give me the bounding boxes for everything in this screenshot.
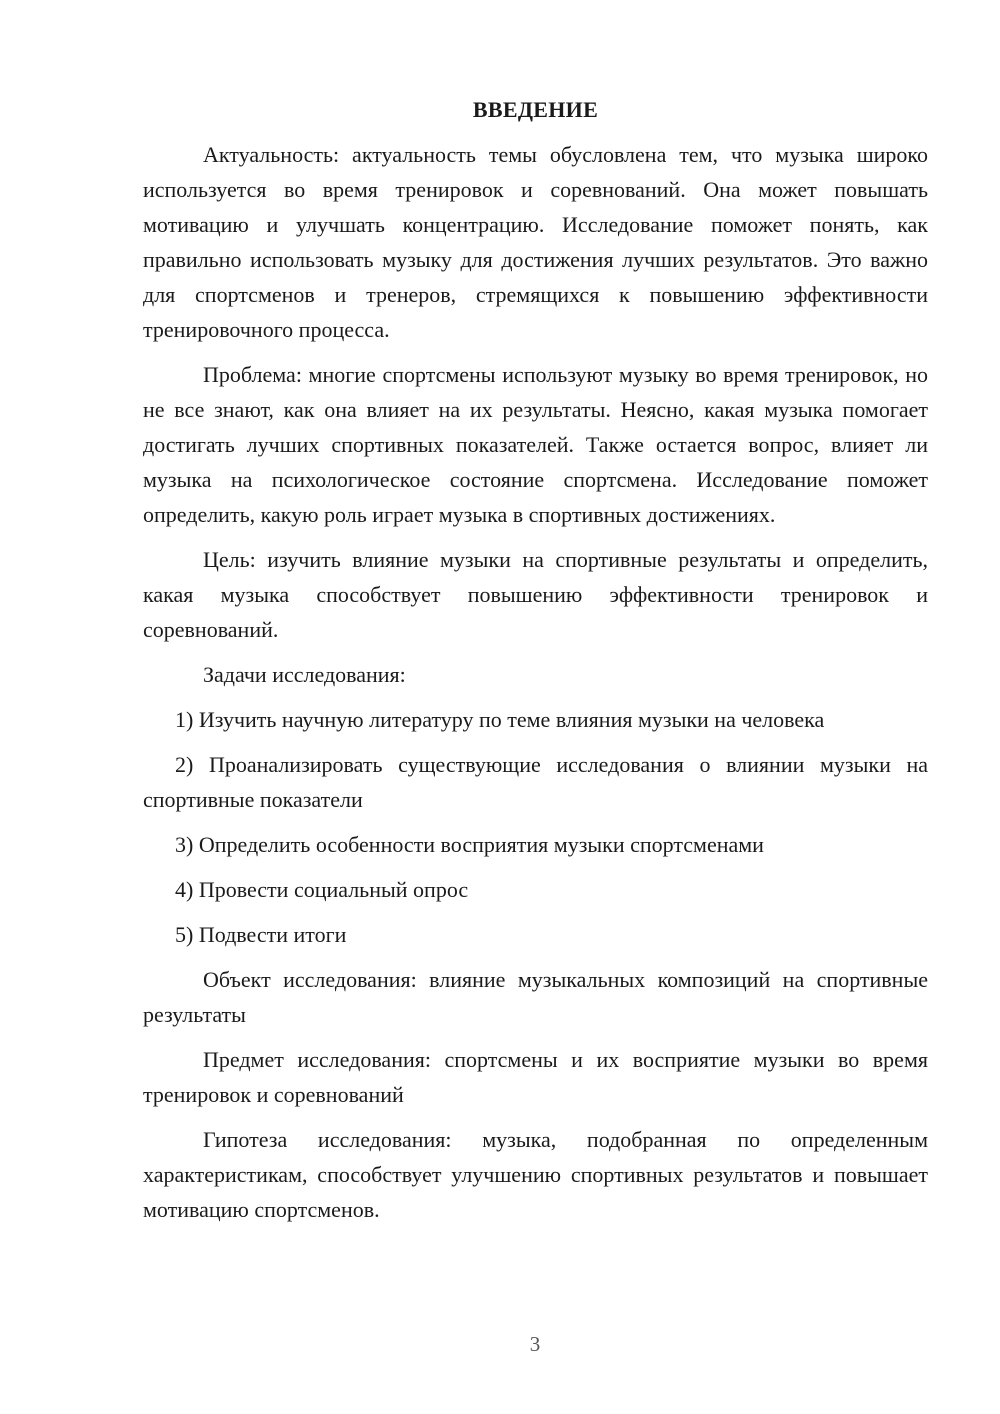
subject-paragraph: Предмет исследования: спортсмены и их восприятие музыки во время тренировок и соревнований [143,1047,928,1107]
tasks-heading: Задачи исследования: [203,662,406,687]
page-content [143,92,928,1237]
list-item: 4) Провести социальный опрос [175,877,469,902]
problem-paragraph: Проблема: многие спортсмены используют музыку во время тренировок, но не все знают, как она влияет на их результаты. Неясно, какая музыка помогает достигать лучших спортивных показателей. Также остается вопрос, влияет ли музыка на психологическое состояние спортсмена. Исследование поможет определить, какую роль играет музыка в спортивных достижениях. [143,362,928,527]
goal-paragraph: Цель: изучить влияние музыки на спортивные результаты и определить, какая музыка способствует повышению эффективности тренировок и соревнований. [143,547,928,642]
list-item: 1) Изучить научную литературу по теме влияния музыки на человека [175,707,825,732]
section-title: ВВЕДЕНИЕ [472,97,599,122]
object-paragraph: Объект исследования: влияние музыкальных композиций на спортивные результаты [143,967,928,1027]
page-number: 3 [529,1332,541,1356]
tasks-list [143,702,928,952]
list-item: 3) Определить особенности восприятия музыки спортсменами [175,832,764,857]
relevance-paragraph: Актуальность: актуальность темы обусловлена тем, что музыка широко используется во время тренировок и соревнований. Она может повышать мотивацию и улучшать концентрацию. Исследование поможет понять, как правильно использовать музыку для достижения лучших результатов. Это важно для спортсменов и тренеров, стремящихся к повышению эффективности тренировочного процесса. [143,142,928,342]
list-item: 2) Проанализировать существующие исследования о влиянии музыки на спортивные показатели [143,752,928,812]
hypothesis-paragraph: Гипотеза исследования: музыка, подобранная по определенным характеристикам, способствует улучшению спортивных результатов и повышает мотивацию спортсменов. [143,1127,928,1222]
list-item: 5) Подвести итоги [175,922,347,947]
